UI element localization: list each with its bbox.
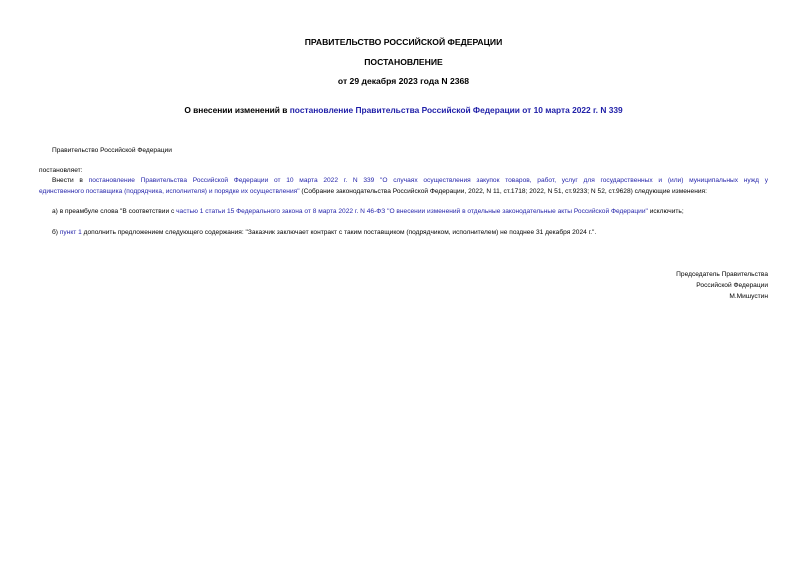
decrees-text: постановляет: bbox=[39, 167, 83, 174]
paragraph-amend bbox=[39, 176, 768, 197]
paragraph-suffix: (Собрание законодательства Российской Федерации, 2022, N 11, ст.1718; 2022, N 51, ст.9233; N 52, ст.9628) следующие изменения: bbox=[299, 187, 707, 195]
header-government: ПРАВИТЕЛЬСТВО РОССИЙСКОЙ ФЕДЕРАЦИИ bbox=[304, 37, 503, 47]
signature-org: Российской Федерации bbox=[696, 282, 768, 289]
document-subject bbox=[0, 105, 807, 116]
intro-text: Правительство Российской Федерации bbox=[52, 147, 172, 154]
paragraph-prefix: Внести в bbox=[52, 177, 89, 184]
subject-prefix: О внесении изменений в bbox=[184, 105, 290, 115]
point-1-link[interactable]: пункт 1 bbox=[59, 229, 82, 236]
item-a-prefix: а) в преамбуле слова "В соответствии с bbox=[52, 208, 177, 215]
subject-link[interactable]: постановление Правительства Российской Федерации от 10 марта 2022 г. N 339 bbox=[289, 105, 623, 115]
paragraph-amend-line-1 bbox=[39, 176, 768, 187]
signature-name: М.Мишустин bbox=[729, 293, 768, 300]
item-a-suffix: исключить; bbox=[647, 208, 684, 215]
header-date-number: от 29 декабря 2023 года N 2368 bbox=[337, 76, 470, 86]
signature-title: Председатель Правительства bbox=[676, 271, 768, 278]
law-46fz-link[interactable]: частью 1 статьи 15 Федерального закона от 8 марта 2022 г. N 46-ФЗ "О внесении изменений в отдельные законодательные акты Российской Федерации" bbox=[176, 208, 648, 215]
header-decree: ПОСТАНОВЛЕНИЕ bbox=[364, 57, 443, 67]
item-b bbox=[52, 228, 596, 238]
decree-339-link[interactable]: постановление Правительства Российской Федерации от 10 марта 2022 г. N 339 "О случаях осуществления закупок товаров, работ, услуг для государственных и (или) муниципальных нужд у bbox=[88, 177, 769, 184]
item-b-prefix: б) bbox=[52, 229, 60, 236]
item-a bbox=[52, 207, 684, 217]
decree-339-link-continued[interactable]: единственного поставщика (подрядчика, исполнителя) и порядке их осуществления" bbox=[39, 187, 300, 195]
item-b-suffix: дополнить предложением следующего содержания: "Заказчик заключает контракт с таким поставщиком (подрядчиком, исполнителем) не позднее 31 декабря 2024 г.". bbox=[81, 229, 597, 236]
paragraph-amend-line-2 bbox=[39, 187, 768, 198]
